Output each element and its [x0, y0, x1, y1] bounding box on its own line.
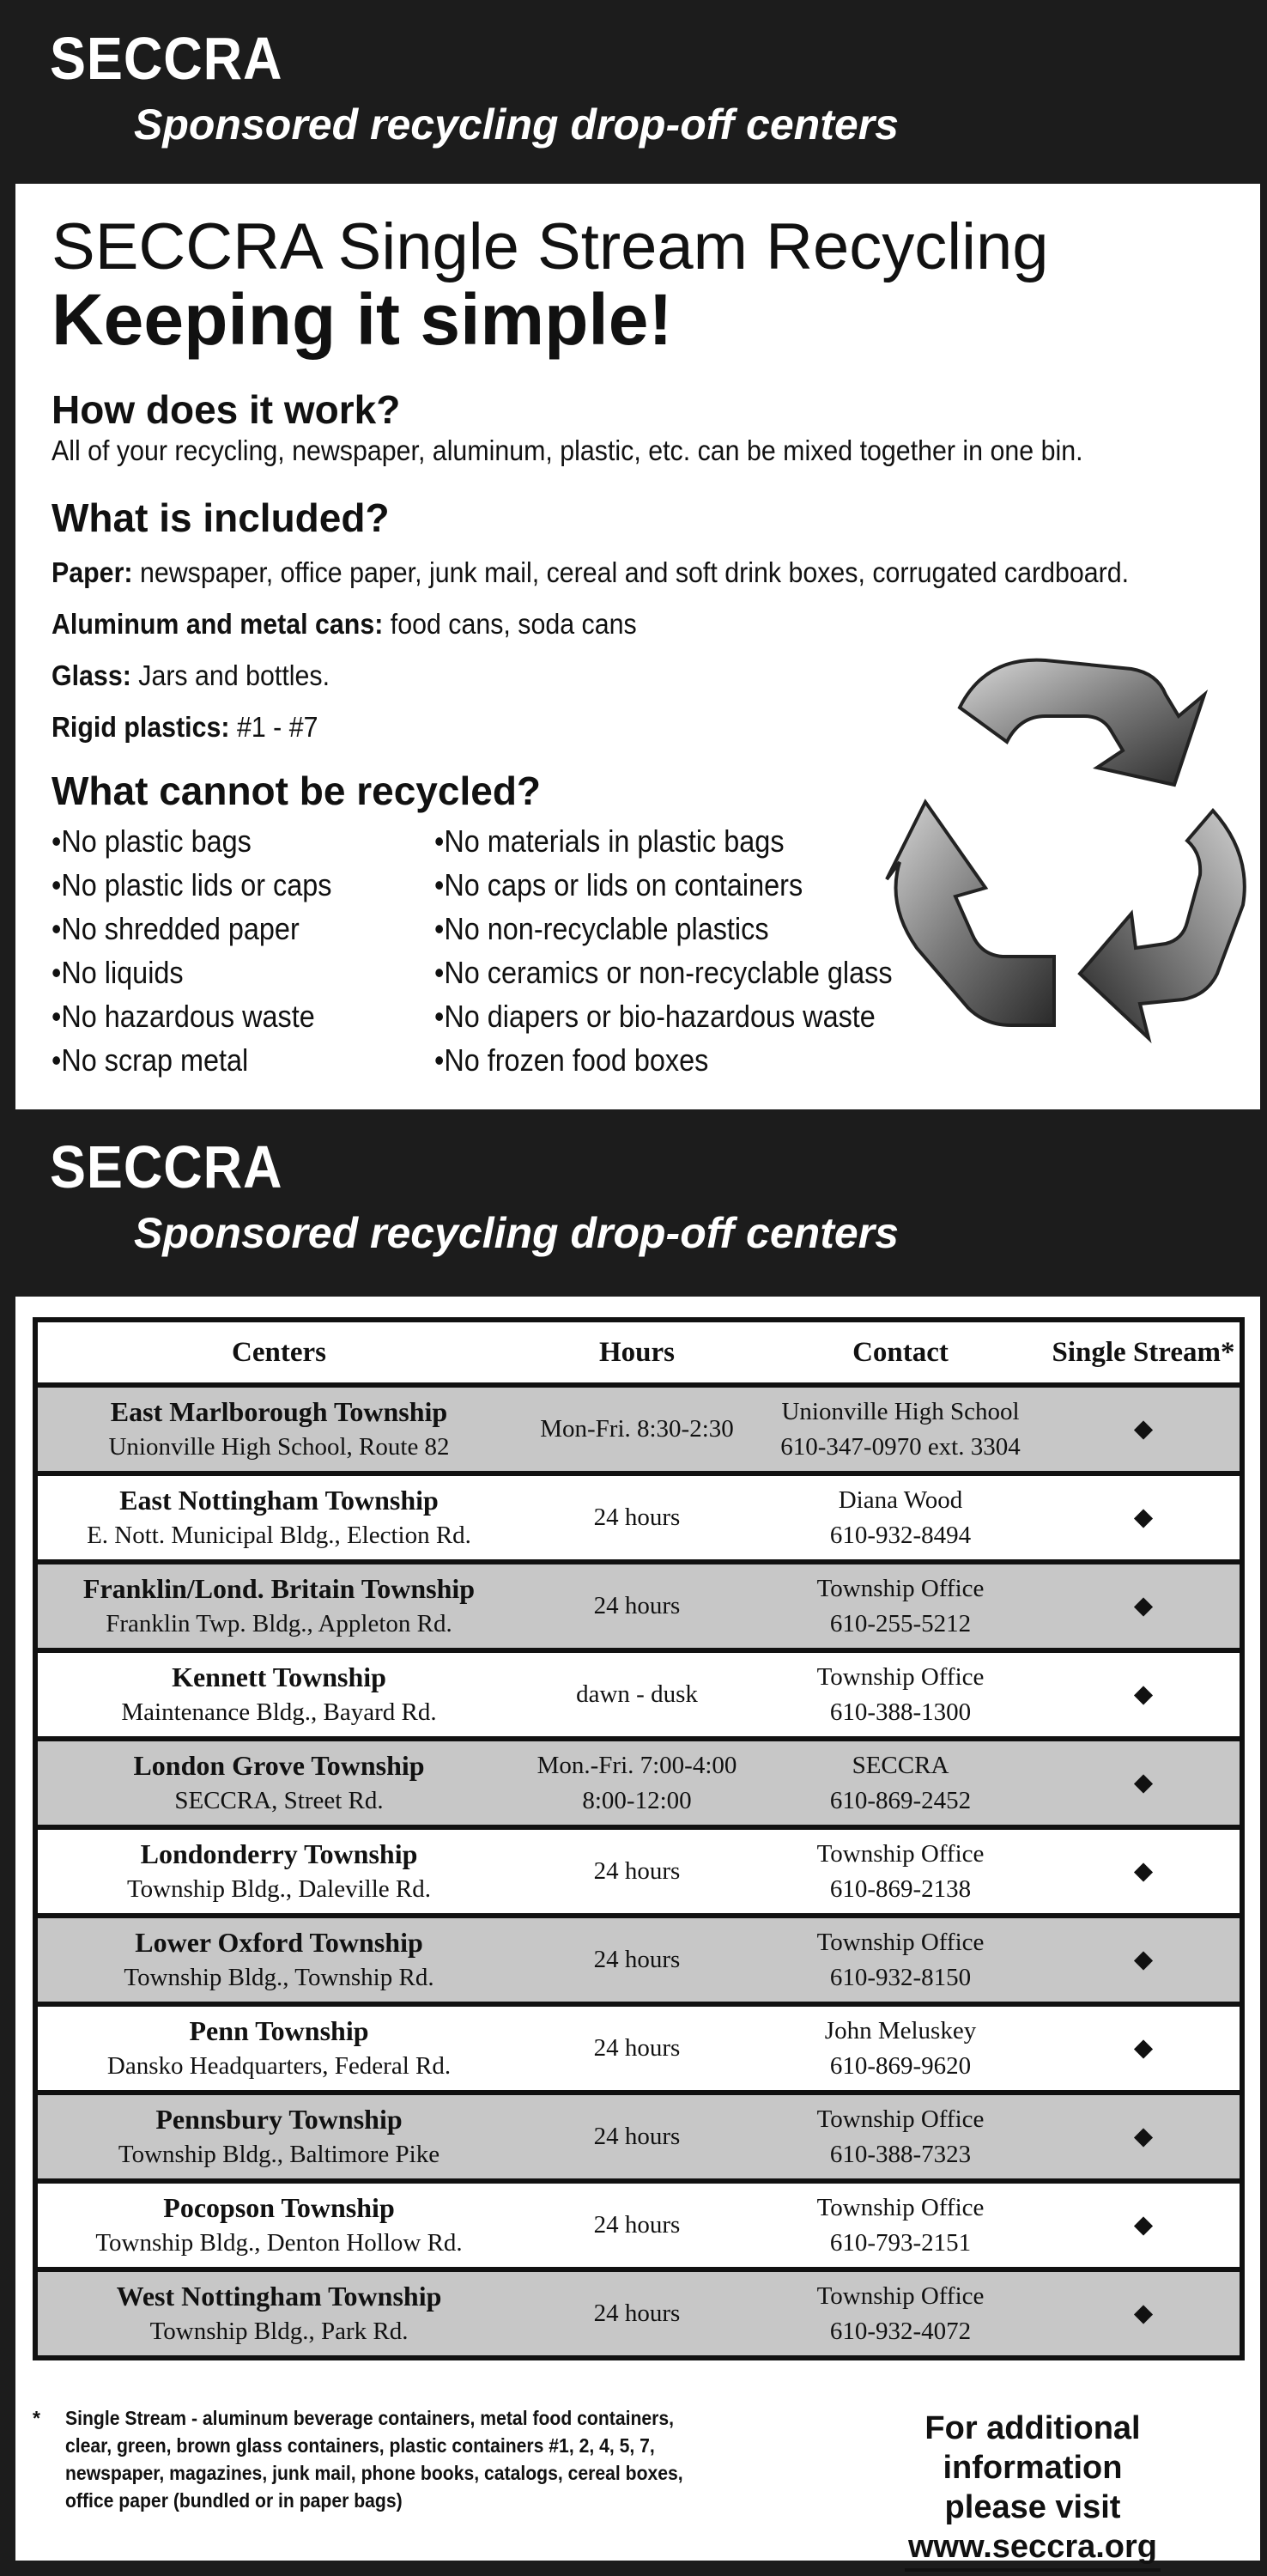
single-stream-cell — [1047, 1916, 1242, 2004]
table-row — [35, 2181, 1242, 2269]
contact-name: SECCRA — [852, 1751, 949, 1779]
top-header-band — [0, 0, 1267, 180]
diamond-icon: ◆ — [1133, 2300, 1154, 2327]
table-row — [35, 1473, 1242, 1562]
panel-title: SECCRA Single Stream Recycling — [52, 210, 1049, 283]
contact-name: Township Office — [816, 1928, 985, 1956]
list-item: • No caps or lids on containers — [434, 863, 893, 907]
more-info-block — [835, 2409, 1230, 2572]
table-row — [35, 1739, 1242, 1827]
contact-phone: 610-869-2452 — [829, 1786, 972, 1814]
single-stream-cell — [1047, 1562, 1242, 1650]
contact-cell — [754, 1650, 1047, 1739]
hours-cell — [520, 2269, 754, 2358]
single-stream-cell — [1047, 1473, 1242, 1562]
list-item: • No plastic lids or caps — [52, 863, 331, 907]
center-name: London Grove Township — [133, 1749, 425, 1781]
center-cell — [35, 1385, 520, 1473]
contact-phone: 610-932-8494 — [829, 1521, 972, 1549]
contact-cell — [754, 1739, 1047, 1827]
single-stream-cell — [1047, 2181, 1242, 2269]
center-cell — [35, 1473, 520, 1562]
footnote-text — [65, 2404, 683, 2514]
centers-table — [33, 1317, 1245, 2360]
contact-name: Township Office — [816, 1574, 985, 1602]
contact-name: Unionville High School — [781, 1397, 1020, 1425]
table-row — [35, 1827, 1242, 1916]
header-centers: Centers — [35, 1320, 520, 1385]
brand-tagline: Sponsored recycling drop-off centers — [134, 1209, 899, 1257]
center-location: Dansko Headquarters, Federal Rd. — [106, 2051, 452, 2080]
hours-cell — [520, 2093, 754, 2181]
diamond-icon: ◆ — [1133, 2034, 1154, 2062]
center-name: Lower Oxford Township — [135, 1926, 423, 1958]
contact-cell — [754, 2269, 1047, 2358]
hours-line: 8:00-12:00 — [582, 1786, 692, 1814]
diamond-icon: ◆ — [1133, 2211, 1154, 2239]
table-row — [35, 2269, 1242, 2358]
center-name: Pennsbury Township — [155, 2103, 403, 2135]
hours-cell — [520, 1473, 754, 1562]
contact-name: Diana Wood — [838, 1485, 963, 1514]
center-name: West Nottingham Township — [116, 2280, 442, 2312]
included-text: food cans, soda cans — [390, 608, 637, 640]
not-recycled-list-1 — [52, 819, 331, 1082]
contact-phone: 610-347-0970 ext. 3304 — [780, 1432, 1021, 1461]
center-location: Township Bldg., Park Rd. — [149, 2317, 409, 2345]
center-name: Londonderry Township — [140, 1838, 418, 1869]
list-item: • No diapers or bio-hazardous waste — [434, 994, 893, 1038]
diamond-icon: ◆ — [1133, 2123, 1154, 2150]
footnote-line: clear, green, brown glass containers, plastic containers #1, 2, 4, 5, 7, — [65, 2434, 655, 2457]
contact-phone: 610-869-2138 — [829, 1874, 972, 1903]
center-cell — [35, 1562, 520, 1650]
center-name: Kennett Township — [172, 1661, 386, 1692]
center-name: Pocopson Township — [163, 2191, 395, 2223]
center-location: Township Bldg., Daleville Rd. — [126, 1874, 431, 1903]
header-single-stream: Single Stream* — [1047, 1320, 1242, 1385]
contact-cell — [754, 1473, 1047, 1562]
included-label: Glass: — [52, 659, 131, 691]
hours-line: 24 hours — [593, 1946, 681, 1973]
list-item: • No plastic bags — [52, 819, 331, 863]
footnote-line: newspaper, magazines, junk mail, phone books, catalogs, cereal boxes, — [65, 2462, 683, 2484]
single-stream-cell — [1047, 2269, 1242, 2358]
contact-name: Township Office — [816, 2193, 985, 2221]
center-name: Penn Township — [189, 2014, 369, 2046]
hours-line: Mon-Fri. 8:30-2:30 — [540, 1415, 734, 1443]
center-name: Franklin/Lond. Britain Township — [82, 1572, 476, 1604]
single-stream-cell — [1047, 1739, 1242, 1827]
single-stream-cell — [1047, 1650, 1242, 1739]
contact-cell — [754, 1385, 1047, 1473]
center-location: Township Bldg., Baltimore Pike — [118, 2140, 440, 2168]
single-stream-cell — [1047, 2093, 1242, 2181]
more-info-line: please visit — [944, 2489, 1121, 2525]
single-stream-info-panel — [15, 184, 1260, 1109]
contact-phone: 610-932-8150 — [829, 1963, 972, 1991]
contact-cell — [754, 2004, 1047, 2093]
website-link[interactable]: www.seccra.org — [905, 2527, 1161, 2572]
how-heading: How does it work? — [52, 387, 401, 432]
center-cell — [35, 1827, 520, 1916]
contact-name: Township Office — [816, 1839, 985, 1868]
hours-line: Mon.-Fri. 7:00-4:00 — [537, 1751, 737, 1779]
mid-header-band — [0, 1112, 1267, 1297]
center-cell — [35, 1739, 520, 1827]
hours-line: 24 hours — [593, 2123, 681, 2150]
brand-title: SECCRA — [50, 25, 283, 92]
hours-cell — [520, 1739, 754, 1827]
footnote-star: * — [33, 2407, 40, 2429]
hours-cell — [520, 1827, 754, 1916]
contact-phone: 610-388-7323 — [829, 2140, 972, 2168]
hours-cell — [520, 2181, 754, 2269]
diamond-icon: ◆ — [1133, 1415, 1154, 1443]
contact-phone: 610-932-4072 — [829, 2317, 972, 2345]
hours-cell — [520, 1650, 754, 1739]
brand-tagline: Sponsored recycling drop-off centers — [134, 100, 899, 149]
contact-phone: 610-869-9620 — [829, 2051, 972, 2080]
contact-name: John Meluskey — [824, 2016, 977, 2044]
center-location: Township Bldg., Township Rd. — [124, 1963, 434, 1991]
recycle-icon — [882, 647, 1260, 1051]
hours-line: 24 hours — [593, 2300, 681, 2327]
header-hours: Hours — [520, 1320, 754, 1385]
table-row — [35, 2004, 1242, 2093]
table-row — [35, 1562, 1242, 1650]
center-location: Maintenance Bldg., Bayard Rd. — [121, 1698, 437, 1726]
hours-cell — [520, 1916, 754, 2004]
hours-line: 24 hours — [593, 2034, 681, 2062]
footnote-line: office paper (bundled or in paper bags) — [65, 2489, 403, 2512]
included-label: Rigid plastics: — [52, 711, 230, 743]
contact-cell — [754, 2093, 1047, 2181]
included-label: Aluminum and metal cans: — [52, 608, 384, 640]
contact-cell — [754, 1562, 1047, 1650]
list-item: • No ceramics or non-recyclable glass — [434, 951, 893, 994]
hours-line: 24 hours — [593, 2211, 681, 2239]
contact-phone: 610-255-5212 — [829, 1609, 972, 1637]
single-stream-cell — [1047, 1827, 1242, 1916]
contact-name: Township Office — [816, 2281, 985, 2310]
included-text: Jars and bottles. — [138, 659, 330, 691]
table-row — [35, 1385, 1242, 1473]
included-text: #1 - #7 — [236, 711, 318, 743]
contact-cell — [754, 1827, 1047, 1916]
center-cell — [35, 2093, 520, 2181]
hours-cell — [520, 1562, 754, 1650]
center-location: E. Nott. Municipal Bldg., Election Rd. — [87, 1521, 471, 1549]
center-cell — [35, 1650, 520, 1739]
diamond-icon: ◆ — [1133, 1769, 1154, 1796]
diamond-icon: ◆ — [1133, 1857, 1154, 1885]
list-item: • No non-recyclable plastics — [434, 907, 893, 951]
table-row — [35, 2093, 1242, 2181]
hours-line: dawn - dusk — [576, 1680, 698, 1708]
center-cell — [35, 2181, 520, 2269]
contact-phone: 610-793-2151 — [829, 2228, 972, 2257]
how-text: All of your recycling, newspaper, aluminum, plastic, etc. can be mixed together in one bin. — [52, 434, 1083, 466]
brand-title: SECCRA — [50, 1133, 283, 1200]
contact-cell — [754, 2181, 1047, 2269]
included-item-paper — [52, 556, 1129, 589]
center-cell — [35, 1916, 520, 2004]
list-item: • No shredded paper — [52, 907, 331, 951]
more-info-line: For additional information — [924, 2410, 1141, 2486]
hours-cell — [520, 2004, 754, 2093]
center-location: Unionville High School, Route 82 — [108, 1432, 450, 1461]
single-stream-cell — [1047, 1385, 1242, 1473]
center-name: East Marlborough Township — [110, 1395, 448, 1427]
center-location: SECCRA, Street Rd. — [174, 1786, 384, 1814]
hours-line: 24 hours — [593, 1592, 681, 1619]
table-header-row — [35, 1320, 1242, 1385]
contact-cell — [754, 1916, 1047, 2004]
contact-name: Township Office — [816, 1662, 985, 1691]
list-item: • No frozen food boxes — [434, 1038, 893, 1082]
hours-line: 24 hours — [593, 1857, 681, 1885]
hours-line: 24 hours — [593, 1504, 681, 1531]
diamond-icon: ◆ — [1133, 1680, 1154, 1708]
included-item-glass — [52, 659, 330, 692]
center-cell — [35, 2004, 520, 2093]
included-item-plastics — [52, 711, 318, 744]
diamond-icon: ◆ — [1133, 1504, 1154, 1531]
included-heading: What is included? — [52, 495, 390, 540]
table-row — [35, 1650, 1242, 1739]
included-item-metal — [52, 608, 637, 641]
list-item: • No scrap metal — [52, 1038, 331, 1082]
list-item: • No materials in plastic bags — [434, 819, 893, 863]
included-label: Paper: — [52, 556, 133, 588]
center-location: Township Bldg., Denton Hollow Rd. — [95, 2228, 463, 2257]
center-name: East Nottingham Township — [119, 1484, 439, 1516]
not-recycled-heading: What cannot be recycled? — [52, 769, 542, 813]
diamond-icon: ◆ — [1133, 1946, 1154, 1973]
footnote-line: Single Stream - aluminum beverage containers, metal food containers, — [65, 2407, 675, 2429]
list-item: • No liquids — [52, 951, 331, 994]
not-recycled-list-2 — [434, 819, 893, 1082]
header-contact: Contact — [754, 1320, 1047, 1385]
diamond-icon: ◆ — [1133, 1592, 1154, 1619]
list-item: • No hazardous waste — [52, 994, 331, 1038]
table-row — [35, 1916, 1242, 2004]
contact-phone: 610-388-1300 — [829, 1698, 972, 1726]
dropoff-centers-panel — [15, 1297, 1260, 2565]
panel-subtitle: Keeping it simple! — [52, 279, 673, 360]
single-stream-cell — [1047, 2004, 1242, 2093]
hours-cell — [520, 1385, 754, 1473]
center-cell — [35, 2269, 520, 2358]
contact-name: Township Office — [816, 2105, 985, 2133]
included-text: newspaper, office paper, junk mail, cereal and soft drink boxes, corrugated cardboard. — [139, 556, 1130, 588]
center-location: Franklin Twp. Bldg., Appleton Rd. — [106, 1609, 452, 1637]
